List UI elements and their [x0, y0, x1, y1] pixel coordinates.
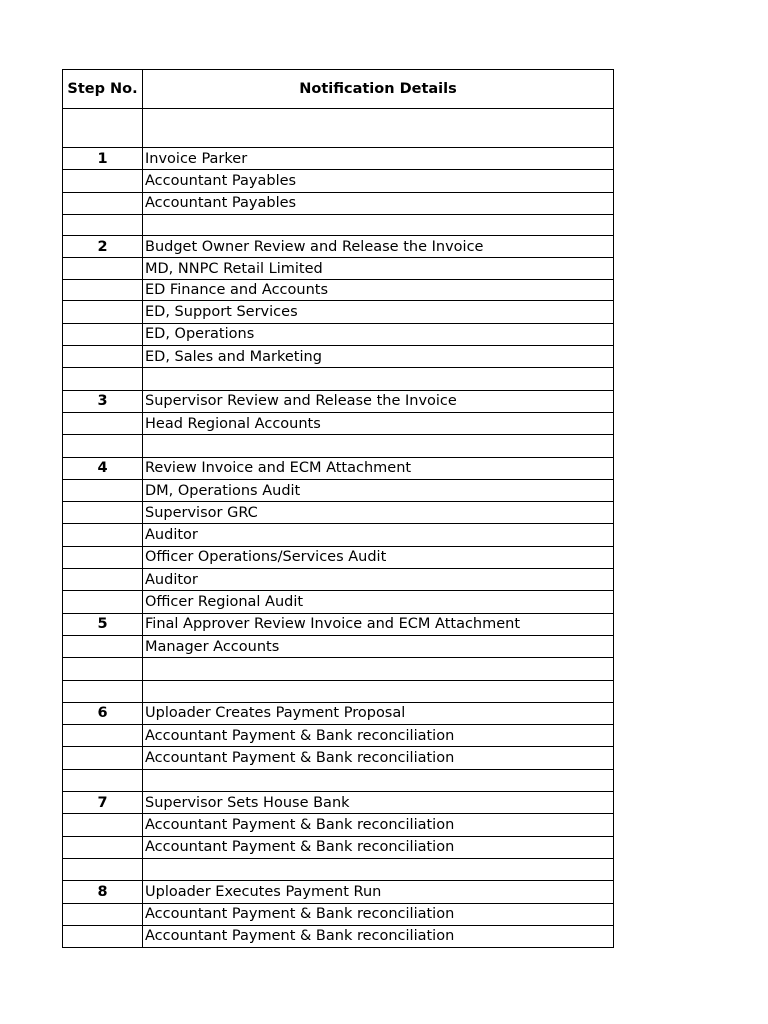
step-number-cell [63, 569, 143, 591]
notification-detail-cell: Accountant Payment & Bank reconciliation [143, 725, 614, 747]
table-row [63, 258, 614, 280]
notification-detail-cell [143, 680, 614, 702]
notification-detail-cell: Accountant Payables [143, 170, 614, 192]
table-row [63, 214, 614, 235]
table-row [63, 858, 614, 880]
table-row [63, 479, 614, 501]
step-number-cell [63, 814, 143, 836]
table-row [63, 346, 614, 368]
table-row [63, 148, 614, 170]
notification-detail-cell: Budget Owner Review and Release the Invoice [143, 235, 614, 257]
step-number-cell [63, 546, 143, 568]
notification-detail-cell: Officer Regional Audit [143, 591, 614, 613]
table-row [63, 635, 614, 657]
table-row [63, 792, 614, 814]
notification-detail-cell: Auditor [143, 569, 614, 591]
step-number-cell [63, 435, 143, 457]
notification-detail-cell [143, 109, 614, 148]
step-number-cell [63, 858, 143, 880]
notification-detail-cell: Officer Operations/Services Audit [143, 546, 614, 568]
step-number-cell [63, 214, 143, 235]
step-number-cell [63, 323, 143, 345]
table-row [63, 390, 614, 412]
table-row [63, 301, 614, 323]
notification-detail-cell: Uploader Creates Payment Proposal [143, 702, 614, 724]
notification-detail-cell: Auditor [143, 524, 614, 546]
table-row [63, 368, 614, 390]
step-number-cell [63, 747, 143, 769]
table-row [63, 235, 614, 257]
step-number-cell [63, 903, 143, 925]
notification-detail-cell: Supervisor Sets House Bank [143, 792, 614, 814]
table-row [63, 680, 614, 702]
table-row [63, 457, 614, 479]
step-number-cell [63, 591, 143, 613]
step-number-cell [63, 680, 143, 702]
table-row [63, 546, 614, 568]
step-number-cell: 4 [63, 457, 143, 479]
step-number-cell [63, 769, 143, 791]
step-number-header: Step No. [63, 70, 143, 109]
step-number-cell: 6 [63, 702, 143, 724]
step-number-cell: 2 [63, 235, 143, 257]
table-row [63, 814, 614, 836]
notification-detail-cell: Review Invoice and ECM Attachment [143, 457, 614, 479]
notification-detail-cell: ED Finance and Accounts [143, 280, 614, 301]
table-row [63, 170, 614, 192]
step-number-cell: 5 [63, 613, 143, 635]
table-header-row [63, 70, 614, 109]
notification-detail-cell: Supervisor Review and Release the Invoice [143, 390, 614, 412]
notification-detail-cell: Manager Accounts [143, 635, 614, 657]
step-number-cell [63, 368, 143, 390]
notification-detail-cell [143, 658, 614, 680]
notification-detail-cell: ED, Support Services [143, 301, 614, 323]
notification-detail-cell: Final Approver Review Invoice and ECM Attachment [143, 613, 614, 635]
table-row [63, 613, 614, 635]
notification-detail-cell: MD, NNPC Retail Limited [143, 258, 614, 280]
notification-detail-cell: Accountant Payment & Bank reconciliation [143, 747, 614, 769]
table-row [63, 323, 614, 345]
step-number-cell [63, 301, 143, 323]
notification-detail-cell: Head Regional Accounts [143, 412, 614, 434]
step-number-cell [63, 725, 143, 747]
table-row [63, 192, 614, 214]
notification-detail-cell: Accountant Payment & Bank reconciliation [143, 925, 614, 947]
step-number-cell: 8 [63, 881, 143, 903]
table-row [63, 109, 614, 148]
table-row [63, 702, 614, 724]
notification-detail-cell: Uploader Executes Payment Run [143, 881, 614, 903]
table-row [63, 925, 614, 947]
table-row [63, 591, 614, 613]
notification-detail-cell: Accountant Payables [143, 192, 614, 214]
step-number-cell [63, 346, 143, 368]
notification-detail-cell: ED, Sales and Marketing [143, 346, 614, 368]
notification-detail-cell: Invoice Parker [143, 148, 614, 170]
step-number-cell [63, 925, 143, 947]
step-number-cell: 7 [63, 792, 143, 814]
table-row [63, 435, 614, 457]
step-number-cell [63, 192, 143, 214]
step-number-cell [63, 258, 143, 280]
step-number-cell [63, 109, 143, 148]
table-row [63, 502, 614, 524]
notification-detail-cell: Accountant Payment & Bank reconciliation [143, 814, 614, 836]
table-body [63, 109, 614, 948]
step-number-cell: 3 [63, 390, 143, 412]
table-row [63, 412, 614, 434]
step-number-cell [63, 412, 143, 434]
notification-detail-cell: Accountant Payment & Bank reconciliation [143, 836, 614, 858]
notification-detail-cell [143, 435, 614, 457]
notification-detail-cell [143, 214, 614, 235]
step-number-cell [63, 479, 143, 501]
step-number-cell [63, 836, 143, 858]
table-row [63, 658, 614, 680]
step-number-cell [63, 658, 143, 680]
notification-detail-cell: ED, Operations [143, 323, 614, 345]
table-row [63, 769, 614, 791]
notification-table [62, 69, 614, 948]
step-number-cell [63, 280, 143, 301]
table-row [63, 524, 614, 546]
notification-detail-cell [143, 858, 614, 880]
step-number-cell [63, 635, 143, 657]
step-number-cell [63, 170, 143, 192]
table-row [63, 836, 614, 858]
table-row [63, 747, 614, 769]
table-row [63, 569, 614, 591]
table-row [63, 903, 614, 925]
notification-detail-cell: Supervisor GRC [143, 502, 614, 524]
step-number-cell [63, 502, 143, 524]
step-number-cell [63, 524, 143, 546]
table-row [63, 881, 614, 903]
table-row [63, 725, 614, 747]
table-row [63, 280, 614, 301]
notification-detail-cell: DM, Operations Audit [143, 479, 614, 501]
notification-detail-cell [143, 769, 614, 791]
notification-detail-cell: Accountant Payment & Bank reconciliation [143, 903, 614, 925]
notification-details-header: Notification Details [143, 70, 614, 109]
step-number-cell: 1 [63, 148, 143, 170]
notification-detail-cell [143, 368, 614, 390]
